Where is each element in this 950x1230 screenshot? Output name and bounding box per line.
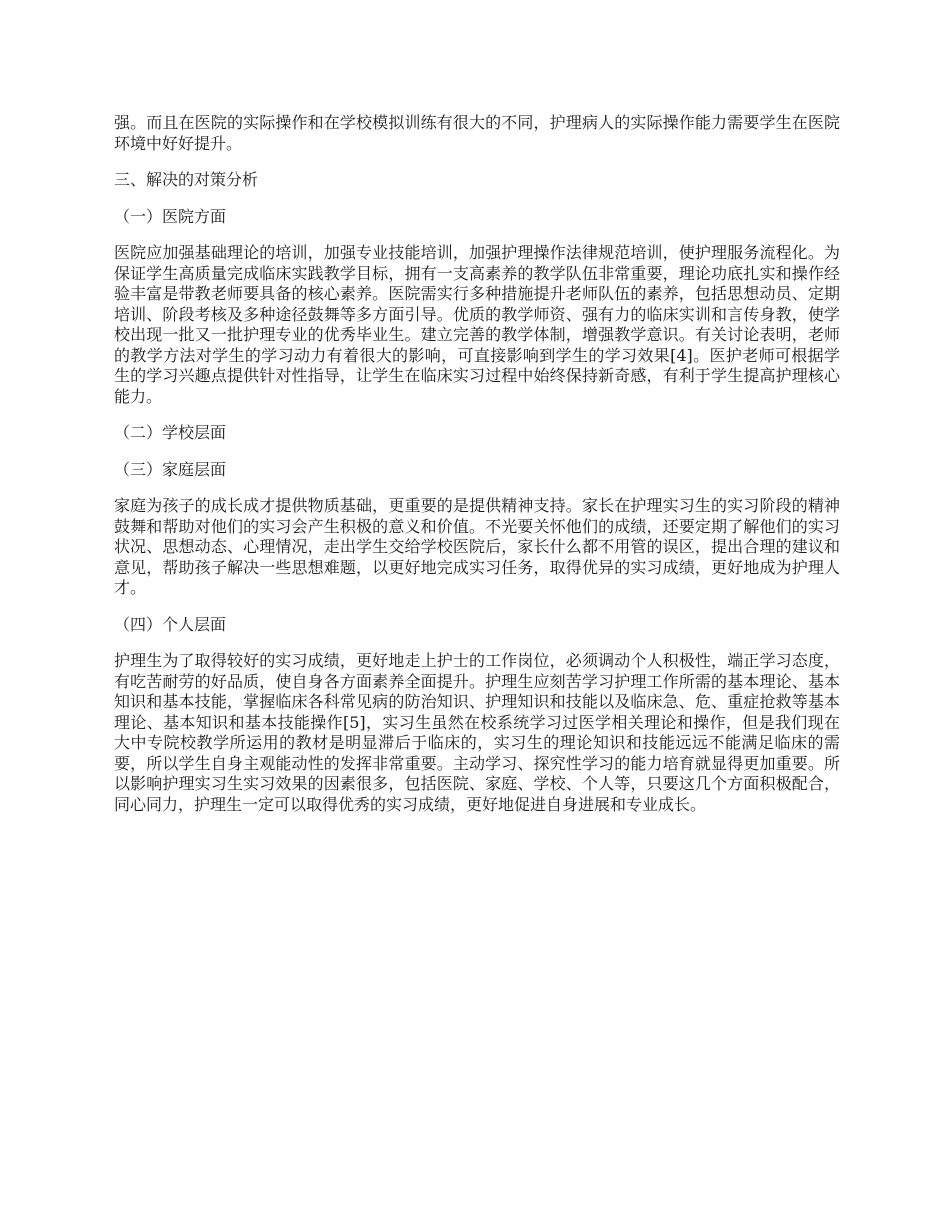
paragraph-individual: 护理生为了取得较好的实习成绩，更好地走上护士的工作岗位，必须调动个人积极性，端正学习态度，有吃苦耐劳的好品质，使自身各方面素养全面提升。护理生应刻苦学习护理工作所需的基本理论、基本知识和基本技能，掌握临床各科常见病的防治知识、护理知识和技能以及临床急、危、重症抢救等基本理论、基本知识和基本技能操作[5]，实习生虽然在校系统学习过医学相关理论和操作，但是我们现在大中专院校教学所运用的教材是明显滞后于临床的，实习生的理论知识和技能远远不能满足临床的需要，所以学生自身主观能动性的发挥非常重要。主动学习、探究性学习的能力培育就显得更加重要。所以影响护理实习生实习效果的因素很多，包括医院、家庭、学校、个人等，只要这几个方面积极配合，同心同力，护理生一定可以取得优秀的实习成绩，更好地促进自身进展和专业成长。 [114,651,840,814]
subheading-family: （三）家庭层面 [114,459,227,479]
paragraph-hospital: 医院应加强基础理论的培训，加强专业技能培训，加强护理操作法律规范培训，使护理服务流程化。为保证学生高质量完成临床实践教学目标，拥有一支高素养的教学队伍非常重要，理论功底扎实和操作经验丰富是带教老师要具备的核心素养。医院需实行多种措施提升老师队伍的素养，包括思想动员、定期培训、阶段考核及多种途径鼓舞等多方面引导。优质的教学师资、强有力的临床实训和言传身教，使学校出现一批又一批护理专业的优秀毕业生。建立完善的教学体制，增强教学意识。有关讨论表明，老师的教学方法对学生的学习动力有着很大的影响，可直接影响到学生的学习效果[4]。医护老师可根据学生的学习兴趣点提供针对性指导，让学生在临床实习过程中始终保持新奇感，有利于学生提高护理核心能力。 [114,243,840,406]
subheading-school: （二）学校层面 [114,423,227,442]
subheading-hospital: （一）医院方面 [114,206,227,226]
subheading-individual: （四）个人层面 [114,614,227,634]
document-body [114,113,840,831]
paragraph-continuation: 强。而且在医院的实际操作和在学校模拟训练有很大的不同，护理病人的实际操作能力需要学生在医院环境中好好提升。 [114,113,840,153]
section-heading-solutions: 三、解决的对策分析 [114,170,259,189]
paragraph-family: 家庭为孩子的成长成才提供物质基础，更重要的是提供精神支持。家长在护理实习生的实习阶段的精神鼓舞和帮助对他们的实习会产生积极的意义和价值。不光要关怀他们的成绩，还要定期了解他们的实习状况、思想动态、心理情况，走出学生交给学校医院后，家长什么都不用管的误区，提出合理的建议和意见，帮助孩子解决一些思想难题，以更好地完成实习任务，取得优异的实习成绩，更好地成为护理人才。 [114,496,840,597]
